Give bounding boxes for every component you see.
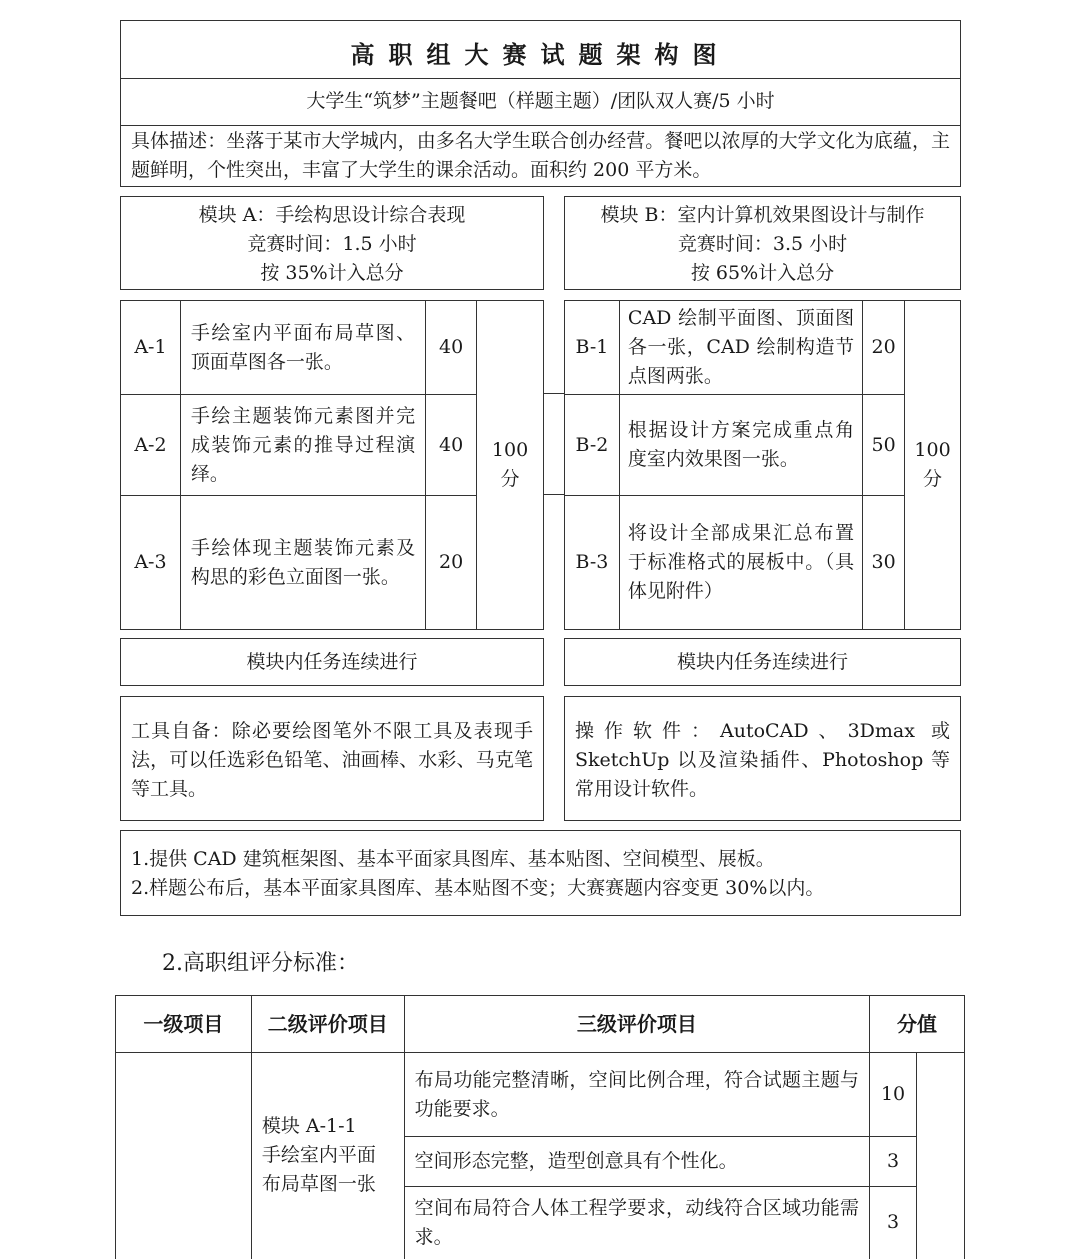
module-b-task-table	[564, 300, 961, 630]
module-b-software-box	[564, 696, 961, 821]
criterion-text: 空间形态完整，造型创意具有个性化。	[404, 1137, 869, 1187]
module-a-continuous: 模块内任务连续进行	[246, 651, 418, 673]
level1-cell	[116, 1053, 252, 1259]
task-score: 40	[426, 395, 477, 496]
subtotal-cell	[917, 1053, 965, 1259]
module-a-task-table	[120, 300, 544, 630]
criterion-score: 3	[870, 1187, 917, 1259]
task-score: 50	[863, 395, 905, 496]
section-heading: 2.高职组评分标准：	[162, 951, 359, 976]
criterion-text: 空间布局符合人体工程学要求，动线符合区域功能需求。	[404, 1187, 869, 1259]
page-title: 高职组大赛试题架构图	[350, 40, 731, 69]
column-header: 一级项目	[116, 996, 252, 1053]
connector-line	[544, 494, 564, 495]
table-row	[565, 395, 961, 496]
criterion-score: 3	[870, 1137, 917, 1187]
task-score: 40	[426, 301, 477, 395]
module-b-continuous: 模块内任务连续进行	[676, 651, 848, 673]
module-b-name: 模块 B：室内计算机效果图设计与制作	[600, 204, 925, 226]
subtitle: 大学生“筑梦”主题餐吧（样题主题）/团队双人赛/5 小时	[306, 90, 775, 112]
task-score: 20	[863, 301, 905, 395]
column-header: 二级评价项目	[251, 996, 404, 1053]
module-a-continuous-box	[120, 638, 544, 686]
score-table	[115, 995, 965, 1259]
table-row	[116, 1053, 965, 1137]
task-description: 根据设计方案完成重点角度室内效果图一张。	[619, 395, 862, 496]
task-description: 手绘主题装饰元素图并完成装饰元素的推导过程演绎。	[180, 395, 425, 496]
description-box	[120, 125, 961, 187]
connector-line	[544, 393, 564, 394]
task-id: B-3	[565, 496, 620, 630]
task-id: A-1	[121, 301, 181, 395]
module-b-software: 操作软件：AutoCAD、3Dmax 或 SketchUp 以及渲染插件、Photoshop 等常用设计软件。	[575, 720, 950, 800]
module-b-total: 100 分	[905, 301, 961, 630]
level2-cell: 模块 A-1-1 手绘室内平面布局草图一张	[251, 1053, 404, 1259]
task-id: B-1	[565, 301, 620, 395]
subtitle-box	[120, 78, 961, 126]
criterion-score: 10	[870, 1053, 917, 1137]
module-b-header	[564, 196, 961, 290]
task-description: 手绘室内平面布局草图、顶面草图各一张。	[180, 301, 425, 395]
task-description: 手绘体现主题装饰元素及构思的彩色立面图一张。	[180, 496, 425, 630]
task-description: 将设计全部成果汇总布置于标准格式的展板中。（具体见附件）	[619, 496, 862, 630]
task-id: A-3	[121, 496, 181, 630]
module-a-tools: 工具自备：除必要绘图笔外不限工具及表现手法，可以任选彩色铅笔、油画棒、水彩、马克笔等工具。	[131, 720, 533, 800]
module-b-continuous-box	[564, 638, 961, 686]
module-a-weight: 按 35%计入总分	[260, 262, 404, 284]
task-score: 20	[426, 496, 477, 630]
table-header-row	[116, 996, 965, 1053]
module-a-tools-box	[120, 696, 544, 821]
note-item: 2.样题公布后，基本平面家具图库、基本贴图不变；大赛赛题内容变更 30%以内。	[131, 877, 825, 899]
module-b-weight: 按 65%计入总分	[690, 262, 835, 284]
note-item: 1.提供 CAD 建筑框架图、基本平面家具图库、基本贴图、空间模型、展板。	[131, 848, 775, 870]
module-b-time: 竞赛时间：3.5 小时	[677, 233, 848, 255]
module-a-total: 100 分	[477, 301, 544, 630]
table-row	[121, 301, 544, 395]
module-a-name: 模块 A：手绘构思设计综合表现	[198, 204, 466, 226]
table-row	[565, 301, 961, 395]
task-description: CAD 绘制平面图、顶面图各一张，CAD 绘制构造节点图两张。	[619, 301, 862, 395]
notes-box	[120, 830, 961, 916]
module-a-time: 竞赛时间：1.5 小时	[247, 233, 417, 255]
task-id: A-2	[121, 395, 181, 496]
table-row	[565, 496, 961, 630]
task-id: B-2	[565, 395, 620, 496]
module-a-header	[120, 196, 544, 290]
column-header: 三级评价项目	[404, 996, 869, 1053]
task-score: 30	[863, 496, 905, 630]
criterion-text: 布局功能完整清晰，空间比例合理，符合试题主题与功能要求。	[404, 1053, 869, 1137]
description: 具体描述：坐落于某市大学城内，由多名大学生联合创办经营。餐吧以浓厚的大学文化为底蕴，主题鲜明，个性突出，丰富了大学生的课余活动。面积约 200 平方米。	[131, 130, 950, 181]
architecture-title-box	[120, 20, 961, 79]
column-header: 分值	[870, 996, 965, 1053]
